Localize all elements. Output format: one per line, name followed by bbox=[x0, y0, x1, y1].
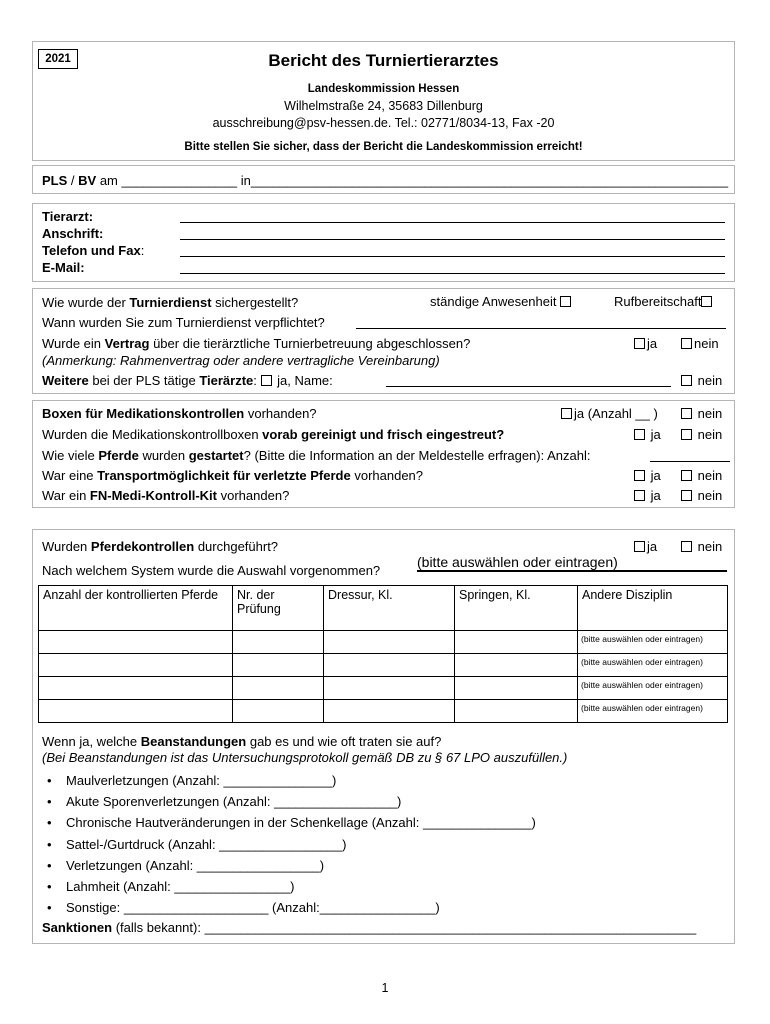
service-q4-a: Weitere bbox=[42, 373, 89, 388]
disziplin-dropdown[interactable]: (bitte auswählen oder eintragen) bbox=[578, 631, 728, 654]
boxen-nein-checkbox[interactable] bbox=[681, 408, 692, 419]
disziplin-dropdown[interactable]: (bitte auswählen oder eintragen) bbox=[578, 700, 728, 723]
weitere-name-field[interactable] bbox=[386, 386, 671, 387]
med-q3 bbox=[42, 448, 590, 463]
gereinigt-ja-checkbox[interactable] bbox=[634, 429, 645, 440]
sanktionen-label: Sanktionen bbox=[42, 920, 113, 935]
service-q3-c: über die tierärztliche Turnierbetreuung abgeschlossen? bbox=[149, 336, 471, 351]
transport-nein-checkbox[interactable] bbox=[681, 470, 692, 481]
service-q3-a: Wurde ein bbox=[42, 336, 105, 351]
dressur-cell[interactable] bbox=[324, 654, 455, 677]
complaints-question bbox=[42, 734, 441, 749]
kontrollen-ja-checkbox[interactable] bbox=[634, 541, 645, 552]
horse-q1-a: Wurden bbox=[42, 539, 91, 554]
pruefung-cell[interactable] bbox=[233, 700, 324, 723]
service-q1 bbox=[42, 295, 298, 310]
med-q3-b: Pferde bbox=[98, 448, 139, 463]
list-item[interactable]: • Akute Sporenverletzungen (Anzahl: _________________) bbox=[66, 791, 536, 812]
telefon-label bbox=[42, 243, 144, 258]
kit-nein-checkbox[interactable] bbox=[681, 490, 692, 501]
service-q4-d: : bbox=[253, 373, 261, 388]
tierarzt-field[interactable] bbox=[180, 222, 725, 223]
service-q4-c: Tierärzte bbox=[199, 373, 254, 388]
horse-control-table bbox=[38, 585, 728, 723]
med-q2 bbox=[42, 427, 504, 442]
med-q5-c: vorhanden? bbox=[217, 488, 290, 503]
kontrollen-ja-label: ja bbox=[647, 539, 658, 554]
email-label: E-Mail: bbox=[42, 260, 85, 275]
gereinigt-nein bbox=[681, 427, 722, 442]
table-header-row bbox=[39, 586, 728, 631]
med-q2-a: Wurden die Medikationskontrollboxen bbox=[42, 427, 263, 442]
telefon-label-colon: : bbox=[140, 243, 145, 258]
sanktionen-field[interactable]: ____________________________________________________________________ bbox=[204, 920, 697, 935]
med-q4-a: War eine bbox=[42, 468, 98, 483]
dressur-cell[interactable] bbox=[324, 677, 455, 700]
gereinigt-nein-label: nein bbox=[697, 427, 723, 442]
gestartet-anzahl-field[interactable] bbox=[650, 461, 730, 462]
transport-nein-label: nein bbox=[697, 468, 723, 483]
col-header-disziplin: Andere Disziplin bbox=[578, 586, 728, 631]
pls-label: PLS bbox=[42, 173, 68, 188]
med-q1 bbox=[42, 406, 317, 421]
page-number: 1 bbox=[381, 981, 389, 995]
table-row bbox=[39, 677, 728, 700]
gereinigt-ja-label: ja bbox=[650, 427, 661, 442]
org-contact: ausschreibung@psv-hessen.de. Tel.: 02771/8034-13, Fax -20 bbox=[212, 116, 555, 130]
pls-line bbox=[42, 173, 728, 188]
anzahl-cell[interactable] bbox=[39, 654, 233, 677]
med-q5-a: War ein bbox=[42, 488, 90, 503]
vertrag-nein-label: nein bbox=[694, 336, 719, 351]
med-q3-a: Wie viele bbox=[42, 448, 99, 463]
kit-nein-label: nein bbox=[697, 488, 723, 503]
kontrollen-ja bbox=[634, 539, 657, 554]
springen-cell[interactable] bbox=[455, 700, 578, 723]
kit-ja-label: ja bbox=[650, 488, 661, 503]
pruefung-cell[interactable] bbox=[233, 654, 324, 677]
kit-ja bbox=[634, 488, 661, 503]
verpflichtet-field[interactable] bbox=[356, 328, 726, 329]
email-field[interactable] bbox=[180, 273, 725, 274]
table-row bbox=[39, 700, 728, 723]
vertrag-ja-checkbox[interactable] bbox=[634, 338, 645, 349]
complaints-a: Wenn ja, welche bbox=[42, 734, 141, 749]
kontrollen-nein-checkbox[interactable] bbox=[681, 541, 692, 552]
horse-q1-b: Pferdekontrollen bbox=[90, 539, 195, 554]
auswahl-system-dropdown[interactable]: (bitte auswählen oder eintragen) bbox=[417, 554, 727, 572]
org-address: Wilhelmstraße 24, 35683 Dillenburg bbox=[284, 99, 483, 113]
kontrollen-nein-label: nein bbox=[697, 539, 723, 554]
anwesenheit-option bbox=[430, 294, 573, 309]
anschrift-label: Anschrift: bbox=[42, 226, 104, 241]
anzahl-cell[interactable] bbox=[39, 631, 233, 654]
med-q3-d: gestartet bbox=[188, 448, 244, 463]
dressur-cell[interactable] bbox=[324, 631, 455, 654]
dressur-cell[interactable] bbox=[324, 700, 455, 723]
pls-date-field[interactable]: am ________________ in bbox=[96, 173, 251, 188]
horse-q1 bbox=[42, 539, 278, 554]
sanktionen-line bbox=[42, 920, 696, 935]
pruefung-cell[interactable] bbox=[233, 677, 324, 700]
boxen-nein-label: nein bbox=[697, 406, 723, 421]
service-q4 bbox=[42, 373, 333, 388]
weitere-ja-checkbox[interactable] bbox=[261, 375, 272, 386]
springen-cell[interactable] bbox=[455, 631, 578, 654]
gereinigt-ja bbox=[634, 427, 661, 442]
sanktionen-hint: (falls bekannt): bbox=[112, 920, 205, 935]
gereinigt-nein-checkbox[interactable] bbox=[681, 429, 692, 440]
rufbereitschaft-label: Rufbereitschaft bbox=[614, 294, 702, 309]
year-badge: 2021 bbox=[38, 49, 78, 69]
disziplin-dropdown[interactable]: (bitte auswählen oder eintragen) bbox=[578, 677, 728, 700]
complaints-c: gab es und wie oft traten sie auf? bbox=[246, 734, 442, 749]
disziplin-dropdown[interactable]: (bitte auswählen oder eintragen) bbox=[578, 654, 728, 677]
anzahl-cell[interactable] bbox=[39, 677, 233, 700]
service-q3 bbox=[42, 336, 470, 351]
list-item[interactable]: • Sonstige: ____________________ (Anzahl:________________) bbox=[66, 897, 536, 918]
service-q2: Wann wurden Sie zum Turnierdienst verpflichtet? bbox=[42, 315, 325, 330]
springen-cell[interactable] bbox=[455, 677, 578, 700]
list-item[interactable]: • Chronische Hautveränderungen in der Schenkellage (Anzahl: _______________) bbox=[66, 812, 536, 833]
complaints-list bbox=[66, 770, 536, 918]
med-q1-a: Boxen für Medikationskontrollen bbox=[42, 406, 245, 421]
transport-ja bbox=[634, 468, 661, 483]
med-q4 bbox=[42, 468, 423, 483]
anzahl-cell[interactable] bbox=[39, 700, 233, 723]
telefon-label-bold: Telefon und Fax bbox=[42, 243, 141, 258]
complaints-note: (Bei Beanstandungen ist das Untersuchungsprotokoll gemäß DB zu § 67 LPO auszufüllen.) bbox=[42, 750, 568, 765]
service-q1-b: Turnierdienst bbox=[129, 295, 212, 310]
pruefung-cell[interactable] bbox=[233, 631, 324, 654]
boxen-ja bbox=[561, 406, 658, 421]
tierarzt-label: Tierarzt: bbox=[42, 209, 94, 224]
weitere-nein-label: nein bbox=[697, 373, 723, 388]
boxen-ja-label: ja (Anzahl __ ) bbox=[574, 406, 658, 421]
med-q3-c: wurden bbox=[138, 448, 189, 463]
transport-nein bbox=[681, 468, 722, 483]
list-item[interactable]: • Sattel-/Gurtdruck (Anzahl: _________________) bbox=[66, 834, 536, 855]
kontrollen-nein bbox=[681, 539, 722, 554]
med-q2-b: vorab gereinigt und frisch eingestreut? bbox=[262, 427, 505, 442]
vertrag-nein-checkbox[interactable] bbox=[681, 338, 692, 349]
med-q1-b: vorhanden? bbox=[244, 406, 317, 421]
list-item[interactable]: • Maulverletzungen (Anzahl: _______________) bbox=[66, 770, 536, 791]
service-q3-b: Vertrag bbox=[104, 336, 150, 351]
med-q5-b: FN-Medi-Kontroll-Kit bbox=[89, 488, 218, 503]
col-header-dressur: Dressur, Kl. bbox=[324, 586, 455, 631]
weitere-nein-checkbox[interactable] bbox=[681, 375, 692, 386]
weitere-nein bbox=[681, 373, 722, 388]
col-header-anzahl: Anzahl der kontrollierten Pferde bbox=[39, 586, 233, 631]
transport-ja-checkbox[interactable] bbox=[634, 470, 645, 481]
telefon-field[interactable] bbox=[180, 256, 725, 257]
list-item[interactable]: • Lahmheit (Anzahl: ________________) bbox=[66, 876, 536, 897]
bv-label: BV bbox=[78, 173, 97, 188]
list-item[interactable]: • Verletzungen (Anzahl: _________________) bbox=[66, 855, 536, 876]
springen-cell[interactable] bbox=[455, 654, 578, 677]
med-q4-b: Transportmöglichkeit für verletzte Pferde bbox=[97, 468, 351, 483]
med-q5 bbox=[42, 488, 289, 503]
col-header-springen: Springen, Kl. bbox=[455, 586, 578, 631]
transport-ja-label: ja bbox=[650, 468, 661, 483]
page-title: Bericht des Turniertierarztes bbox=[268, 51, 499, 70]
pls-location-field[interactable]: __________________________________________________________________ bbox=[250, 173, 729, 188]
service-q4-e: ja, Name: bbox=[273, 373, 333, 388]
vertrag-ja-label: ja bbox=[647, 336, 658, 351]
col-header-pruefung: Nr. der Prüfung bbox=[233, 586, 324, 631]
anschrift-field[interactable] bbox=[180, 239, 725, 240]
pls-sep: / bbox=[67, 173, 79, 188]
anwesenheit-label: ständige Anwesenheit bbox=[430, 294, 557, 309]
vertrag-note: (Anmerkung: Rahmenvertrag oder andere vertragliche Vereinbarung) bbox=[42, 353, 440, 368]
kit-ja-checkbox[interactable] bbox=[634, 490, 645, 501]
boxen-ja-checkbox[interactable] bbox=[561, 408, 572, 419]
table-row bbox=[39, 631, 728, 654]
rufbereitschaft-checkbox[interactable] bbox=[701, 296, 712, 307]
vertrag-nein bbox=[681, 336, 719, 351]
service-q4-b: bei der PLS tätige bbox=[88, 373, 200, 388]
horse-q2: Nach welchem System wurde die Auswahl vorgenommen? bbox=[42, 563, 381, 578]
rufbereitschaft-option bbox=[614, 294, 714, 309]
service-q1-a: Wie wurde der bbox=[42, 295, 130, 310]
boxen-nein bbox=[681, 406, 722, 421]
med-q3-e: ? (Bitte die Information an der Meldestelle erfragen): Anzahl: bbox=[243, 448, 591, 463]
anwesenheit-checkbox[interactable] bbox=[560, 296, 571, 307]
horse-q1-c: durchgeführt? bbox=[194, 539, 279, 554]
vertrag-ja bbox=[634, 336, 657, 351]
org-name: Landeskommission Hessen bbox=[307, 83, 460, 95]
notice-text: Bitte stellen Sie sicher, dass der Bericht die Landeskommission erreicht! bbox=[184, 141, 583, 153]
med-q4-c: vorhanden? bbox=[350, 468, 424, 483]
service-q1-c: sichergestellt? bbox=[211, 295, 299, 310]
table-row bbox=[39, 654, 728, 677]
kit-nein bbox=[681, 488, 722, 503]
complaints-b: Beanstandungen bbox=[140, 734, 247, 749]
